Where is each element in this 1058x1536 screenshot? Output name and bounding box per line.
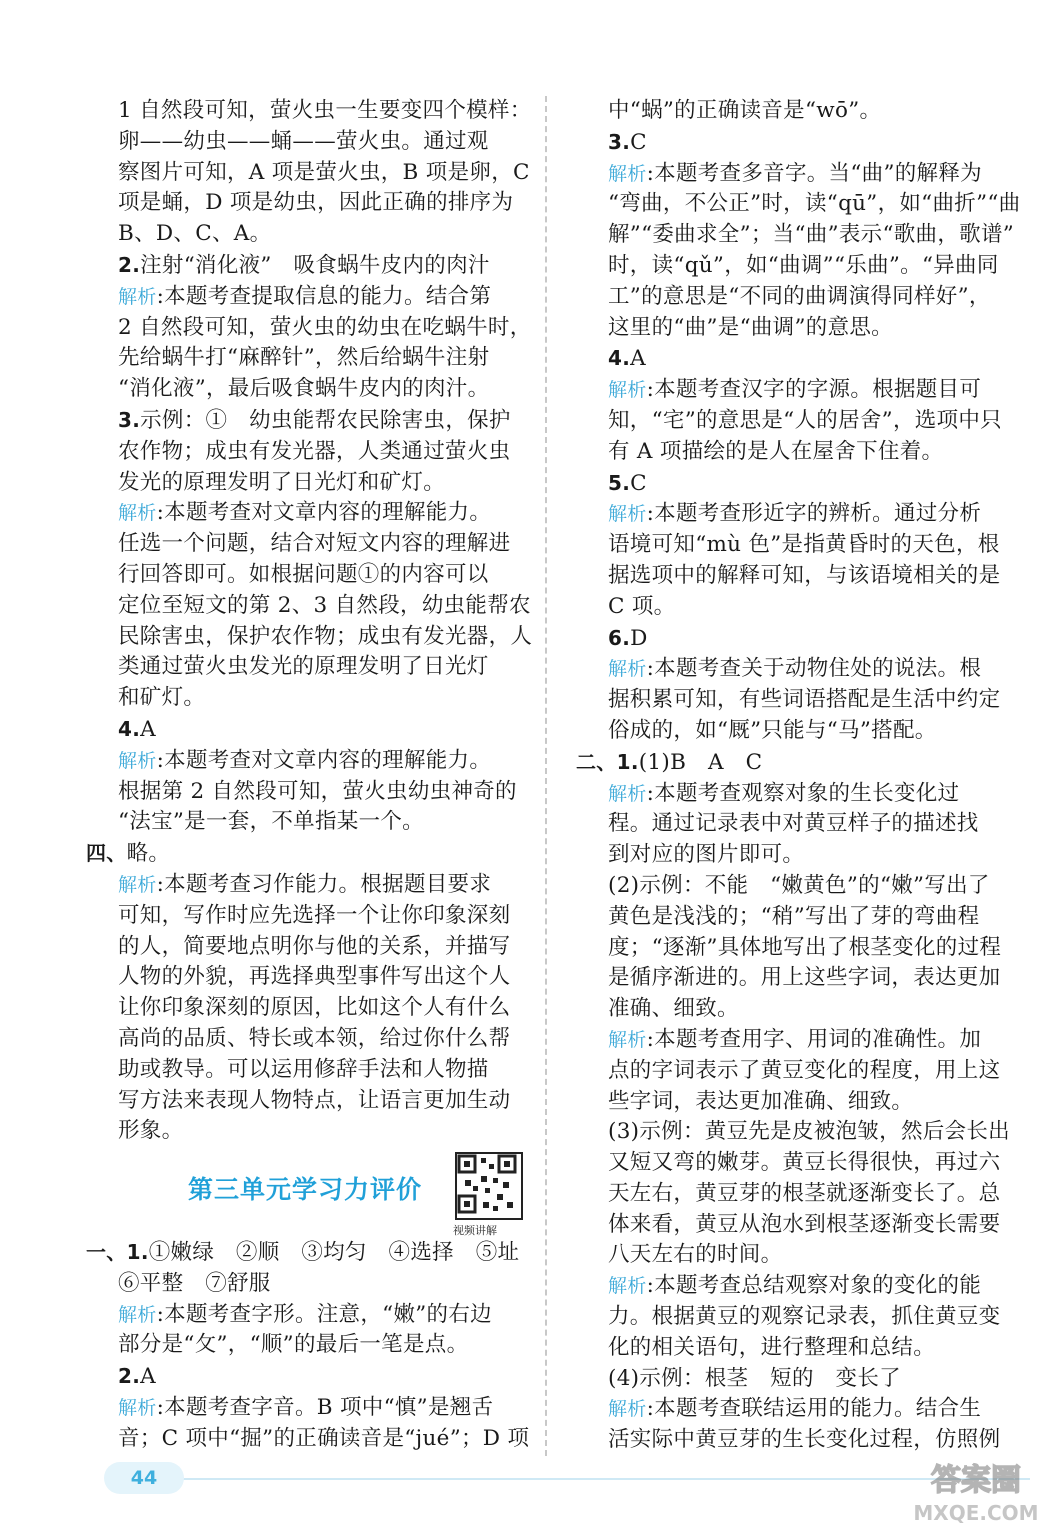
question-number: 1. <box>616 749 639 774</box>
line-text: C <box>630 129 647 155</box>
text-line <box>608 623 1018 655</box>
text-line <box>118 343 528 374</box>
analysis-tag: 解析 <box>118 502 157 525</box>
text-line <box>608 561 1018 592</box>
text-line <box>118 1300 528 1331</box>
line-text: 让你印象深刻的原因，比如这个人有什么 <box>118 995 511 1021</box>
line-text: :本题考查字形。注意，“嫩”的右边 <box>156 1301 492 1327</box>
line-text: A <box>140 1364 156 1390</box>
line-text: 据积累可知，有些词语搭配是生活中约定 <box>608 687 1001 713</box>
line-text: 项是蛹，D 项是幼虫，因此正确的排序为 <box>118 190 514 216</box>
text-line <box>118 622 533 653</box>
line-text: 是循序渐进的。用上这些字词，表达更加 <box>608 965 1001 991</box>
text-line <box>608 1117 1018 1148</box>
text-line <box>608 1025 1018 1056</box>
question-number: 3. <box>118 407 141 432</box>
analysis-tag: 解析 <box>608 162 647 185</box>
section-number: 二、 <box>576 749 617 774</box>
analysis-tag: 解析 <box>608 503 647 526</box>
text-line <box>608 592 1018 623</box>
line-text: 可知，写作时应先选择一个让你印象深刻 <box>118 902 511 928</box>
analysis-tag: 解析 <box>118 1396 157 1419</box>
text-line <box>608 840 1018 871</box>
text-line <box>608 1333 1018 1364</box>
line-text: 略。 <box>126 841 171 867</box>
line-text: 部分是“攵”，“顺”的最后一笔是点。 <box>118 1332 469 1358</box>
text-line <box>118 591 531 622</box>
line-text: (2)示例：不能 “嫩黄色”的“嫩”写出了 <box>608 872 990 898</box>
analysis-tag: 解析 <box>608 1028 647 1051</box>
text-line <box>118 560 528 591</box>
line-text: 时，读“qǔ”，如“曲调”“乐曲”。“异曲同 <box>608 252 999 278</box>
text-line <box>608 871 1018 902</box>
text-line <box>608 159 1018 190</box>
line-text: :本题考查总结观察对象的变化的能 <box>646 1273 982 1299</box>
text-line <box>608 1364 1018 1395</box>
line-text: ①嫩绿 ②顺 ③均匀 ④选择 ⑤址 <box>148 1240 520 1265</box>
line-text: 又短又弯的嫩芽。黄豆长得很快，再过六 <box>608 1150 1001 1176</box>
question-number: 2. <box>118 1364 141 1389</box>
line-text: 发光的原理发明了日光灯和矿灯。 <box>118 469 446 495</box>
question-number: 4. <box>608 346 631 371</box>
question-number: 2. <box>118 252 141 277</box>
line-text: :本题考查用字、用词的准确性。加 <box>646 1026 982 1052</box>
line-text: 高尚的品质、特长或本领，给过你什么帮 <box>118 1025 511 1051</box>
qr-pattern <box>457 1154 517 1214</box>
line-text: 音；C 项中“掘”的正确读音是“jué”；D 项 <box>118 1425 530 1451</box>
line-text: 活实际中黄豆芽的生长变化过程，仿照例 <box>608 1427 1001 1453</box>
line-text: :本题考查关于动物住处的说法。根 <box>646 656 982 682</box>
line-text: :本题考查联结运用的能力。结合生 <box>646 1396 982 1422</box>
line-text: 类通过萤火虫发光的原理发明了日光灯 <box>118 654 489 680</box>
line-text: 有 A 项描绘的是人在屋舍下住着。 <box>608 438 944 464</box>
line-text: A <box>630 346 646 372</box>
text-line <box>118 282 528 313</box>
footer-rule <box>160 1478 1030 1480</box>
line-text: (1)B A C <box>638 749 763 775</box>
text-line <box>118 870 528 901</box>
text-line <box>608 1302 1018 1333</box>
analysis-tag: 解析 <box>608 1398 647 1421</box>
text-line <box>608 343 1018 375</box>
text-line <box>608 406 1018 437</box>
text-line <box>118 683 528 714</box>
text-line <box>118 714 528 746</box>
text-line <box>118 498 528 529</box>
text-line <box>608 251 1018 282</box>
line-text: 行回答即可。如根据问题①的内容可以 <box>118 561 489 587</box>
line-text: B、D、C、A。 <box>118 221 272 247</box>
text-line <box>118 188 528 219</box>
text-line <box>118 1269 528 1300</box>
text-line <box>118 1055 528 1086</box>
analysis-tag: 解析 <box>608 658 647 681</box>
line-text: :本题考查汉字的字源。根据题目可 <box>646 377 982 403</box>
line-text: :本题考查字音。B 项中“慎”是翘舌 <box>156 1394 494 1420</box>
line-text: C <box>630 470 647 496</box>
qr-code-icon[interactable] <box>455 1152 523 1220</box>
line-text: 人物的外貌，再选择典型事件写出这个人 <box>118 964 511 990</box>
text-line <box>118 529 528 560</box>
column-divider <box>545 96 547 1456</box>
text-line <box>608 499 1018 530</box>
text-line <box>608 779 1018 810</box>
line-text: 点的字词表示了黄豆变化的程度，用上这 <box>608 1057 1001 1083</box>
text-line <box>118 1086 528 1117</box>
line-text: “法宝”是一套，不单指某一个。 <box>118 809 424 835</box>
text-line <box>608 1148 1018 1179</box>
line-text: 化的相关语句，进行整理和总结。 <box>608 1334 936 1360</box>
line-text: 据选项中的解释可知，与该语境相关的是 <box>608 562 1001 588</box>
line-text: 黄色是浅浅的；“稍”写出了芽的弯曲程 <box>608 903 980 929</box>
line-text: 察图片可知，A 项是萤火虫，B 项是卵，C <box>118 159 530 185</box>
line-text: 写方法来表现人物特点，让语言更加生动 <box>118 1087 511 1113</box>
question-number: 5. <box>608 470 631 495</box>
text-line <box>608 994 1018 1025</box>
line-text: 准确、细致。 <box>608 996 739 1022</box>
text-line <box>118 932 528 963</box>
section-number: 四、 <box>86 841 127 866</box>
qr-caption: 视频讲解 <box>453 1224 497 1237</box>
text-line <box>608 1240 1018 1271</box>
question-number: 6. <box>608 625 631 650</box>
line-text: D <box>630 625 648 651</box>
line-text: 中“蜗”的正确读音是“wō”。 <box>608 98 882 123</box>
text-line <box>608 468 1018 500</box>
line-text: :本题考查多音字。当“曲”的解释为 <box>646 160 982 186</box>
line-text: :本题考查提取信息的能力。结合第 <box>156 283 492 309</box>
text-line <box>608 282 1018 313</box>
line-text: 示例：① 幼虫能帮农民除害虫，保护 <box>140 407 511 433</box>
line-text: A <box>140 716 156 742</box>
text-line <box>118 250 528 282</box>
line-text: 先给蜗牛打“麻醉针”，然后给蜗牛注射 <box>118 345 490 371</box>
line-text: 到对应的图片即可。 <box>608 842 805 868</box>
line-text: 度；“逐渐”具体地写出了根茎变化的过程 <box>608 934 1002 960</box>
text-line <box>118 468 528 499</box>
watermark-bottom-text: MXQE.COM <box>913 1501 1039 1525</box>
text-line <box>118 158 528 189</box>
question-number: 1. <box>126 1240 149 1264</box>
text-line <box>118 1116 528 1147</box>
line-text: 些字词，表达更加准确、细致。 <box>608 1088 914 1114</box>
text-line <box>118 127 528 158</box>
text-line <box>118 1424 528 1455</box>
text-line <box>118 962 528 993</box>
watermark-logo-icon <box>910 1450 1042 1528</box>
text-line <box>608 96 1018 127</box>
line-text: 程。通过记录表中对黄豆样子的描述找 <box>608 811 979 837</box>
text-line <box>608 809 1018 840</box>
analysis-tag: 解析 <box>608 782 647 805</box>
text-line <box>608 220 1018 251</box>
line-text: 注射“消化液” 吸食蜗牛皮内的肉汁 <box>140 252 490 278</box>
line-text: (3)示例：黄豆先是皮被泡皱，然后会长出 <box>608 1119 1010 1145</box>
text-line <box>86 838 528 870</box>
text-line <box>118 313 532 344</box>
line-text: 力。根据黄豆的观察记录表，抓住黄豆变 <box>608 1304 1001 1330</box>
watermark-top-text: 答案圈 <box>931 1463 1021 1498</box>
line-text: ⑥平整 ⑦舒服 <box>118 1270 271 1296</box>
text-line <box>118 1330 528 1361</box>
text-line <box>118 1393 528 1424</box>
text-line <box>118 96 532 127</box>
line-text: 形象。 <box>118 1118 184 1144</box>
line-text: :本题考查观察对象的生长变化过 <box>646 780 960 806</box>
line-text: 天左右，黄豆芽的根茎就逐渐变长了。总 <box>608 1180 1001 1206</box>
text-line <box>118 405 528 437</box>
text-line <box>118 374 528 405</box>
line-text: 语境可知“mù 色”是指黄昏时的天色，根 <box>608 532 1000 558</box>
question-number: 3. <box>608 129 631 154</box>
text-line <box>608 716 1018 747</box>
text-line <box>608 530 1018 561</box>
line-text: 八天左右的时间。 <box>608 1242 783 1268</box>
analysis-tag: 解析 <box>608 379 647 402</box>
line-text: :本题考查对文章内容的理解能力。 <box>156 500 492 526</box>
text-line <box>608 1394 1018 1425</box>
text-line <box>608 933 1018 964</box>
text-line <box>608 1056 1018 1087</box>
line-text: 和矿灯。 <box>118 685 206 711</box>
line-text: 1 自然段可知，萤火虫一生要变四个模样： <box>118 98 532 123</box>
left-column-after-section <box>86 1237 530 1455</box>
analysis-tag: 解析 <box>118 285 157 308</box>
line-text: :本题考查形近字的辨析。通过分析 <box>646 501 982 527</box>
line-text: “弯曲，不公正”时，读“qū”，如“曲折”“曲 <box>608 191 1021 217</box>
text-line <box>118 219 528 250</box>
text-line <box>118 652 528 683</box>
line-text: 知，“宅”的意思是“人的居舍”，选项中只 <box>608 407 1002 433</box>
text-line <box>576 747 1018 779</box>
analysis-tag: 解析 <box>118 1303 157 1326</box>
text-line <box>118 807 528 838</box>
section-number: 一、 <box>86 1240 127 1264</box>
line-text: 定位至短文的第 2、3 自然段，幼虫能帮农 <box>118 592 531 618</box>
section-title: 第三单元学习力评价 <box>188 1175 423 1204</box>
text-line <box>608 1210 1018 1241</box>
line-text: 卵——幼虫——蛹——萤火虫。通过观 <box>118 128 489 154</box>
line-text: 体来看，黄豆从泡水到根茎逐渐变长需要 <box>608 1211 1001 1237</box>
question-number: 4. <box>118 716 141 741</box>
text-line <box>118 437 528 468</box>
analysis-tag: 解析 <box>608 1275 647 1298</box>
line-text: “消化液”，最后吸食蜗牛皮内的肉汁。 <box>118 376 490 402</box>
text-line <box>608 437 1018 468</box>
text-line <box>608 313 1018 344</box>
line-text: 民除害虫，保护农作物；成虫有发光器，人 <box>118 623 533 649</box>
text-line <box>608 963 1018 994</box>
text-line <box>608 375 1018 406</box>
text-line <box>118 1024 528 1055</box>
text-line <box>608 1179 1018 1210</box>
line-text: 任选一个问题，结合对短文内容的理解进 <box>118 531 511 557</box>
text-line <box>118 746 528 777</box>
right-column <box>576 96 1021 1456</box>
text-line <box>118 901 528 932</box>
line-text: 根据第 2 自然段可知，萤火虫幼虫神奇的 <box>118 778 517 804</box>
text-line <box>118 777 528 808</box>
line-text: C 项。 <box>608 593 676 619</box>
text-line <box>608 1087 1018 1118</box>
text-line <box>608 654 1018 685</box>
line-text: 农作物；成虫有发光器，人类通过萤火虫 <box>118 438 511 464</box>
line-text: 2 自然段可知，萤火虫的幼虫在吃蜗牛时， <box>118 314 532 340</box>
line-text: 的人，简要地点明你与他的关系，并描写 <box>118 933 511 959</box>
line-text: 助或教导。可以运用修辞手法和人物描 <box>118 1056 489 1082</box>
left-column <box>86 96 533 1147</box>
text-line <box>608 902 1018 933</box>
line-text: (4)示例：根茎 短的 变长了 <box>608 1365 901 1391</box>
line-text: :本题考查对文章内容的理解能力。 <box>156 747 492 773</box>
text-line <box>118 1361 528 1393</box>
text-line <box>608 685 1018 716</box>
analysis-tag: 解析 <box>118 749 157 772</box>
line-text: :本题考查习作能力。根据题目要求 <box>156 871 492 897</box>
text-line <box>608 1271 1018 1302</box>
text-line <box>118 993 528 1024</box>
line-text: 俗成的，如“厩”只能与“马”搭配。 <box>608 717 937 743</box>
text-line <box>608 127 1018 159</box>
page-number: 44 <box>104 1462 184 1494</box>
line-text: 工”的意思是“不同的曲调演得同样好”， <box>608 283 991 309</box>
analysis-tag: 解析 <box>118 873 157 896</box>
text-line <box>86 1237 528 1269</box>
text-line <box>608 189 1021 220</box>
line-text: 这里的“曲”是“曲调”的意思。 <box>608 314 893 340</box>
line-text: 解”“委曲求全”；当“曲”表示“歌曲，歌谱” <box>608 222 1015 248</box>
